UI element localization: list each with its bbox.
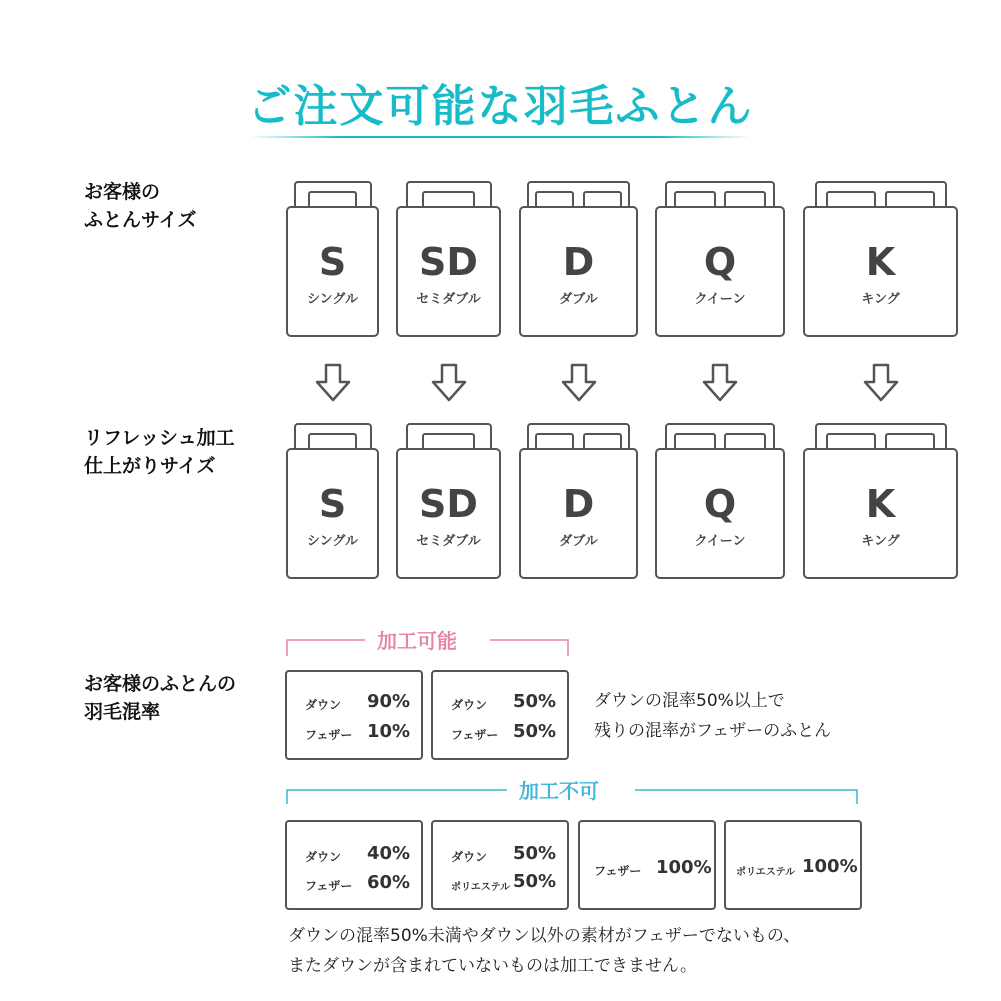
pillow-slot-icon (308, 433, 356, 449)
possible-box-1-row1 (305, 691, 411, 713)
pillow-slot-icon (885, 191, 935, 207)
title-underline (250, 136, 750, 138)
pillow-slot-icon (583, 191, 622, 207)
feather-ratio-label (84, 670, 236, 726)
refresh-futon-s (286, 423, 379, 581)
size-letter: SD (419, 240, 478, 284)
futon-body (803, 206, 958, 337)
mix-name: ダウン (451, 698, 488, 712)
customer-size-label (84, 178, 196, 234)
pillow-slot-icon (308, 191, 356, 207)
futon-body (655, 448, 785, 579)
size-name: ダブル (559, 292, 598, 307)
impossible-box-1-row2 (305, 872, 411, 894)
mix-name: フェザー (305, 728, 353, 742)
mix-name: ポリエステル (736, 867, 796, 878)
size-letter: K (865, 482, 896, 526)
size-letter: Q (703, 482, 737, 526)
mix-name: フェザー (305, 879, 353, 893)
futon-body (396, 206, 501, 337)
customer-futon-q (655, 181, 785, 339)
size-name: キング (861, 292, 900, 307)
impossible-note-line1: ダウンの混率50%未満やダウン以外の素材がフェザーでないもの、 (288, 926, 801, 946)
page-title: ご注文可能な羽毛ふとん (247, 81, 754, 132)
impossible-box-4-row1 (736, 856, 858, 879)
size-name: セミダブル (416, 292, 481, 307)
mix-value: 50% (513, 691, 557, 712)
pillow-slot-icon (885, 433, 935, 449)
customer-futon-s (286, 181, 379, 339)
mix-value: 50% (513, 871, 557, 892)
impossible-box-3-row1 (594, 857, 712, 879)
mix-value: 100% (802, 856, 858, 877)
mix-value: 50% (513, 721, 557, 742)
pillow-slot-icon (422, 433, 475, 449)
pillow-slot-icon (535, 191, 574, 207)
possible-box-2-row1 (451, 691, 557, 713)
impossible-label: 加工不可 (507, 775, 611, 804)
impossible-box-2-row2 (451, 871, 557, 894)
possible-label: 加工可能 (365, 625, 469, 654)
refresh-futon-d (519, 423, 638, 581)
mix-value: 50% (513, 843, 557, 864)
pillow-slot-icon (674, 191, 716, 207)
size-name: シングル (306, 292, 359, 307)
mix-name: フェザー (594, 864, 642, 878)
possible-box-2 (431, 670, 569, 760)
pillow-slot-icon (674, 433, 716, 449)
futon-body (286, 448, 379, 579)
feather-ratio-label-line1: お客様のふとんの (84, 673, 237, 695)
possible-box-2-row2 (451, 721, 557, 743)
size-letter: S (318, 482, 347, 526)
impossible-box-2 (431, 820, 569, 910)
pillow-slot-icon (826, 433, 876, 449)
mix-value: 40% (367, 843, 411, 864)
futon-body (286, 206, 379, 337)
impossible-box-1-row1 (305, 843, 411, 865)
mix-value: 10% (367, 721, 411, 742)
size-name: セミダブル (416, 534, 481, 549)
possible-note (594, 686, 831, 746)
mix-name: ダウン (451, 850, 488, 864)
size-name: シングル (306, 534, 359, 549)
mix-value: 100% (656, 857, 712, 878)
mix-value: 90% (367, 691, 411, 712)
feather-ratio-label-line2: 羽毛混率 (84, 701, 161, 723)
down-arrow-icon (315, 363, 351, 403)
futon-body (803, 448, 958, 579)
possible-note-line1: ダウンの混率50%以上で (594, 691, 785, 711)
impossible-box-2-row1 (451, 843, 557, 865)
futon-body (396, 448, 501, 579)
possible-box-1-row2 (305, 721, 411, 743)
customer-futon-sd (396, 181, 501, 339)
pillow-slot-icon (583, 433, 622, 449)
refresh-futon-sd (396, 423, 501, 581)
size-name: クイーン (694, 534, 746, 549)
mix-name: ポリエステル (451, 882, 511, 893)
down-arrow-icon (863, 363, 899, 403)
size-letter: S (318, 240, 347, 284)
size-letter: K (865, 240, 896, 284)
pillow-slot-icon (535, 433, 574, 449)
size-letter: SD (419, 482, 478, 526)
possible-box-1 (285, 670, 423, 760)
refresh-size-label (84, 424, 235, 480)
size-letter: D (562, 482, 595, 526)
impossible-note-line2: またダウンが含まれていないものは加工できません。 (288, 956, 698, 976)
mix-name: ダウン (305, 850, 342, 864)
impossible-note (288, 921, 800, 981)
refresh-futon-q (655, 423, 785, 581)
customer-size-label-line1: お客様の (84, 181, 161, 203)
size-name: キング (861, 534, 900, 549)
pillow-slot-icon (724, 191, 766, 207)
impossible-box-1 (285, 820, 423, 910)
refresh-futon-k (803, 423, 958, 581)
futon-body (655, 206, 785, 337)
customer-futon-d (519, 181, 638, 339)
refresh-size-label-line1: リフレッシュ加工 (84, 427, 235, 449)
mix-name: ダウン (305, 698, 342, 712)
refresh-size-label-line2: 仕上がりサイズ (84, 455, 216, 477)
down-arrow-icon (561, 363, 597, 403)
futon-body (519, 448, 638, 579)
customer-size-label-line2: ふとんサイズ (84, 209, 197, 231)
pillow-slot-icon (724, 433, 766, 449)
mix-name: フェザー (451, 728, 499, 742)
size-name: ダブル (559, 534, 598, 549)
mix-value: 60% (367, 872, 411, 893)
down-arrow-icon (702, 363, 738, 403)
size-letter: D (562, 240, 595, 284)
pillow-slot-icon (422, 191, 475, 207)
possible-note-line2: 残りの混率がフェザーのふとん (594, 721, 832, 741)
customer-futon-k (803, 181, 958, 339)
down-arrow-icon (431, 363, 467, 403)
futon-body (519, 206, 638, 337)
size-letter: Q (703, 240, 737, 284)
impossible-box-3 (578, 820, 716, 910)
pillow-slot-icon (826, 191, 876, 207)
impossible-box-4 (724, 820, 862, 910)
size-name: クイーン (694, 292, 746, 307)
